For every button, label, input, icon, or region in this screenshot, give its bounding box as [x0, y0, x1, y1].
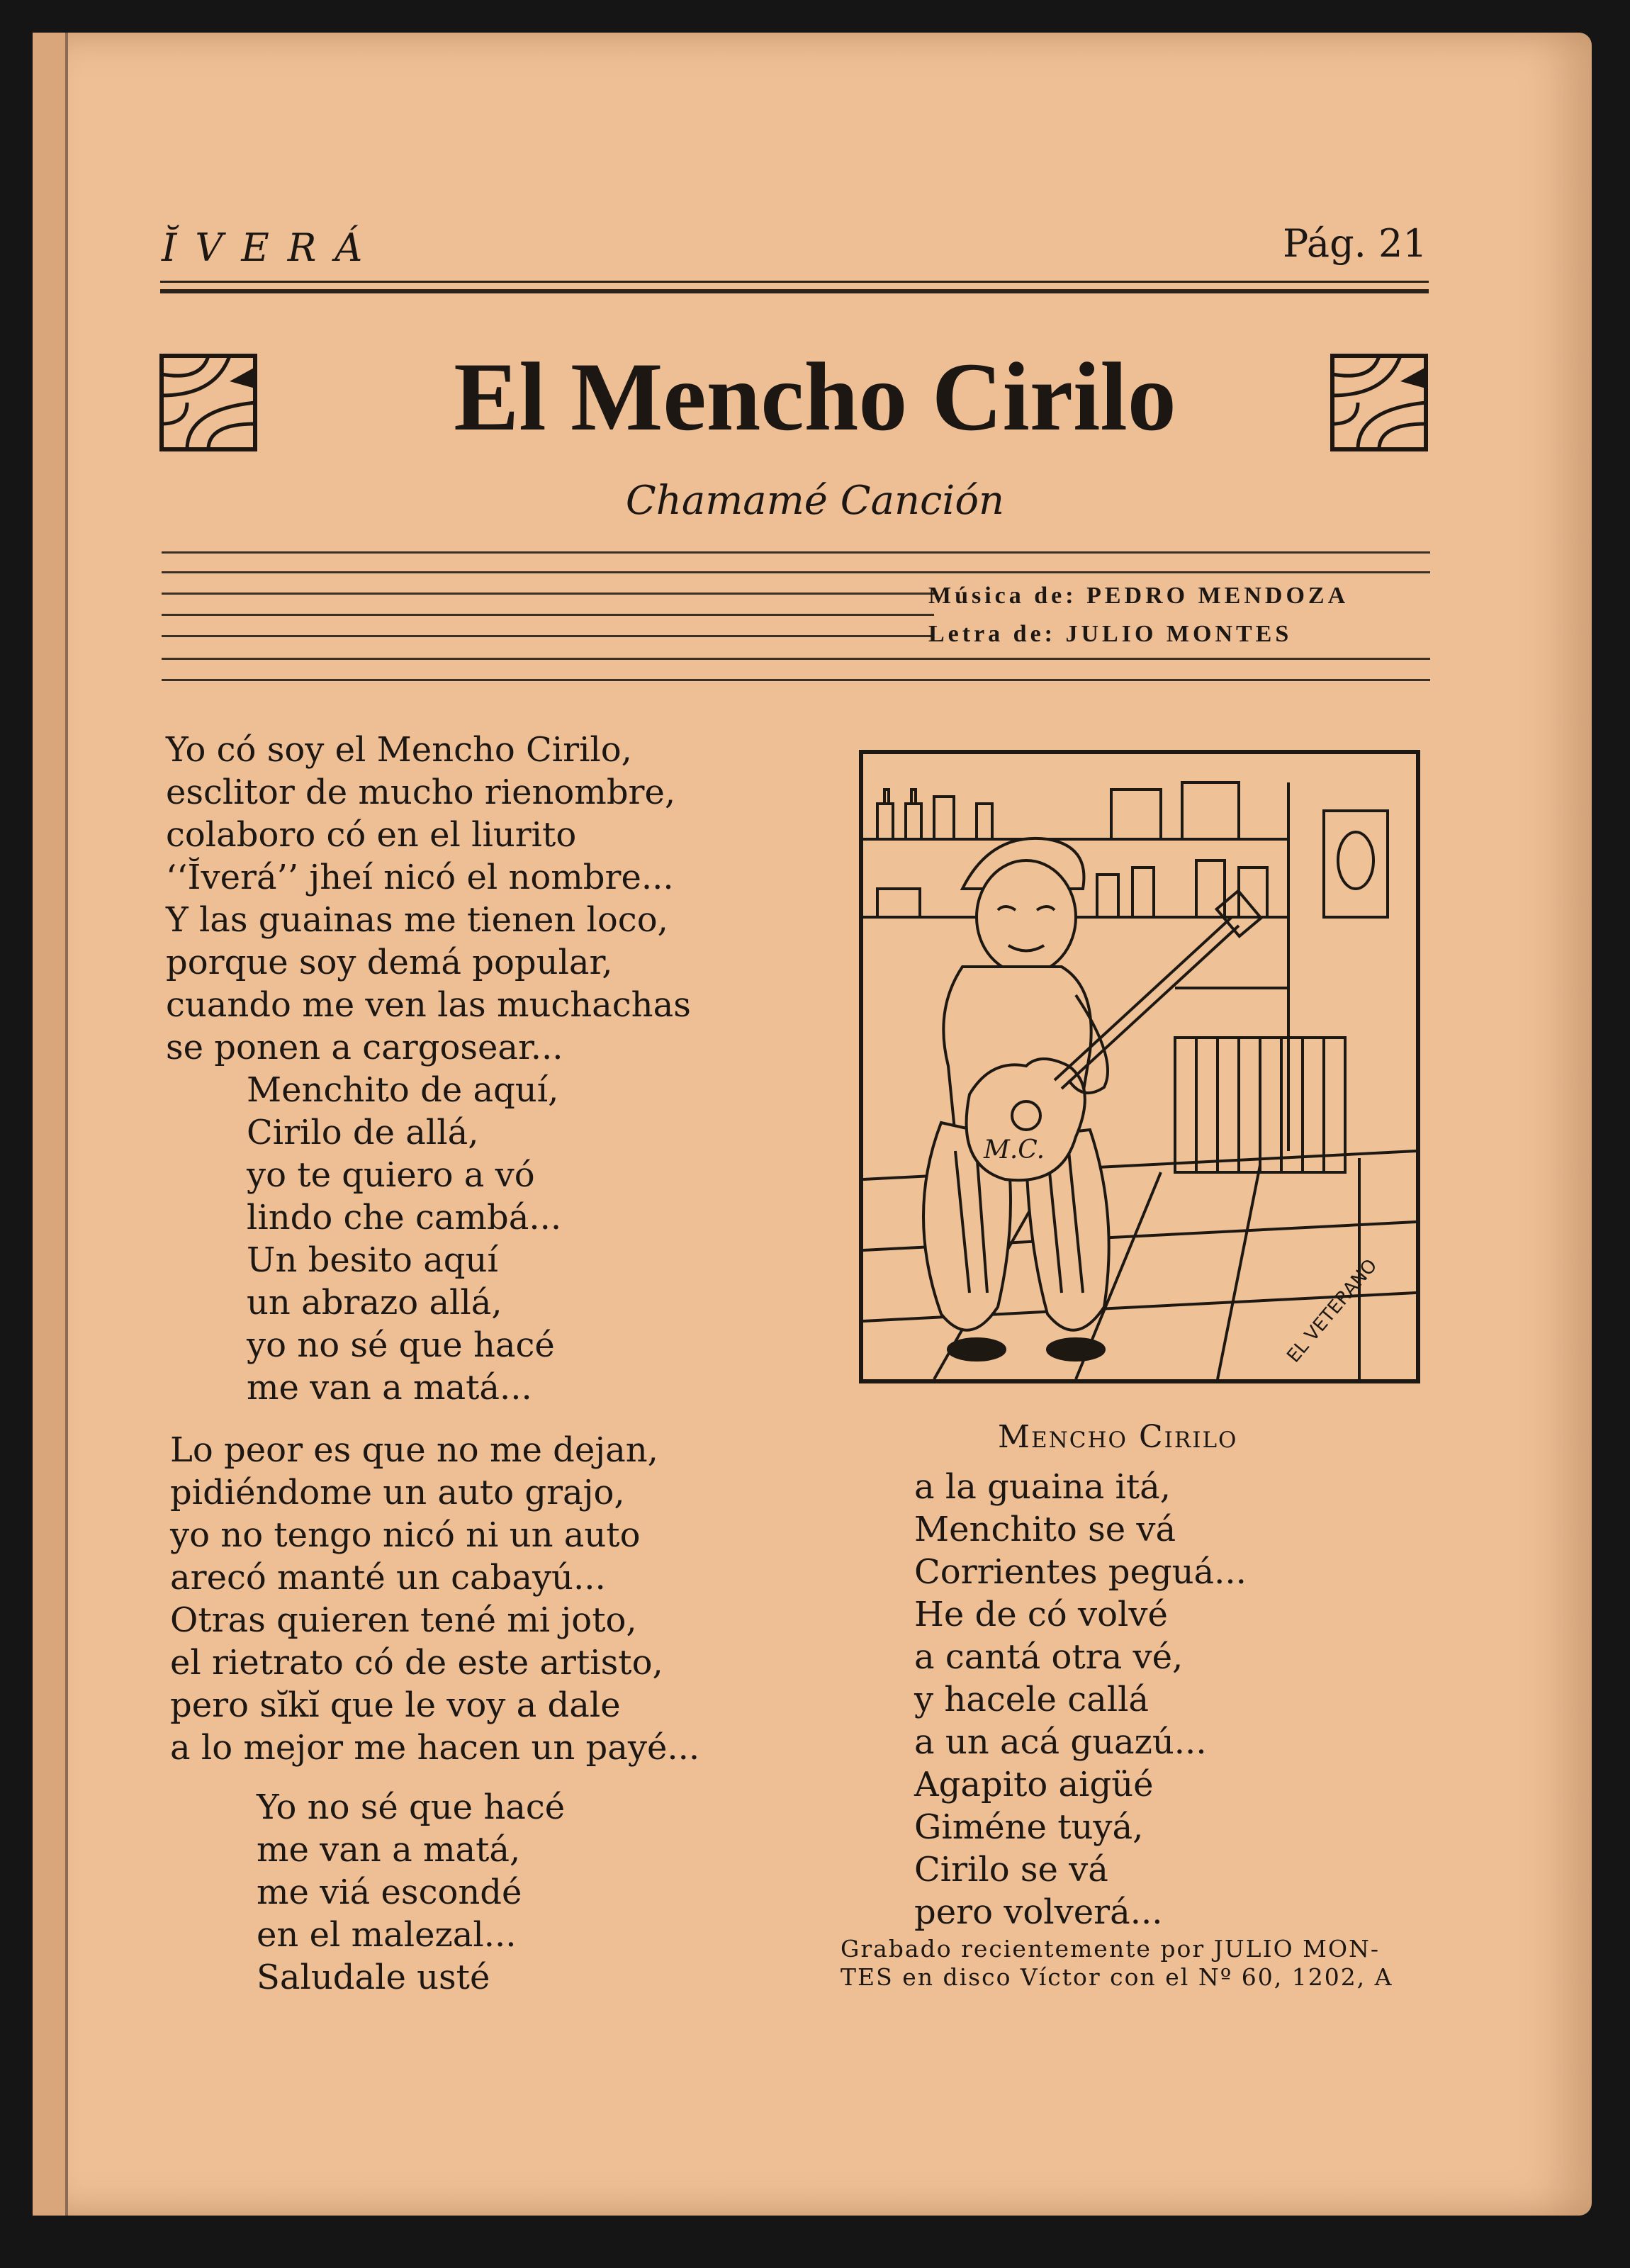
lyric-line: Otras quieren tené mi joto, [170, 1600, 637, 1640]
lyric-line: me van a matá... [247, 1368, 532, 1408]
lyric-line: pero sĭkĭ que le voy a dale [170, 1685, 621, 1725]
guitar-initials: M.C. [984, 1135, 1045, 1164]
staff-line [162, 551, 1430, 554]
lyric-line: a lo mejor me hacen un payé... [170, 1728, 700, 1768]
staff-line [162, 614, 934, 616]
header-rule [160, 289, 1429, 293]
illustration-frame [859, 750, 1420, 1383]
lyric-line: a la guaina itá, [914, 1467, 1171, 1507]
lyric-line: He de có volvé [914, 1595, 1168, 1634]
lyric-line: Menchito se vá [914, 1510, 1176, 1549]
lyric-line: Yo có soy el Mencho Cirilo, [166, 730, 632, 770]
lyric-line: el rietrato có de este artisto, [170, 1643, 663, 1683]
lyrics-credit: Letra de: JULIO MONTES [928, 621, 1293, 647]
lyric-line: se ponen a cargosear... [166, 1028, 563, 1067]
lyrics-right-column [914, 1466, 1247, 1933]
staff-line [162, 658, 1430, 660]
lyric-line: cuando me ven las muchachas [166, 985, 691, 1025]
art-deco-ornament-right-icon [1330, 353, 1429, 452]
song-subtitle: Chamamé Canción [625, 478, 1005, 524]
staff-line [162, 593, 934, 595]
footnote-line: TES en disco Víctor con el Nº 60, 1202, A [841, 1963, 1393, 1991]
page-number: Pág. 21 [1283, 221, 1427, 266]
header-rule [160, 281, 1429, 283]
lyric-line: me viá escondé [257, 1873, 522, 1912]
lyric-line: lindo che cambá... [247, 1198, 562, 1237]
lyric-line: a cantá otra vé, [914, 1637, 1184, 1677]
illustration-caption: Mencho Cirilo [998, 1419, 1238, 1455]
lyric-line: en el malezal... [257, 1915, 517, 1955]
lyric-line: yo no tengo nicó ni un auto [170, 1515, 641, 1555]
lyric-line: Yo no sé que hacé [257, 1787, 566, 1827]
staff-line [162, 571, 1430, 573]
guitarist-drawing [863, 754, 1416, 1379]
lyric-line: Menchito de aquí, [247, 1070, 559, 1110]
lyric-line: Giméne tuyá, [914, 1807, 1144, 1847]
running-title: ĬVERÁ [162, 225, 381, 270]
lyrics-stanza-1 [166, 729, 691, 1409]
lyric-line: un abrazo allá, [247, 1283, 502, 1323]
lyric-line: Agapito aigüé [914, 1765, 1154, 1804]
footnote-line: Grabado recientemente por JULIO MON- [841, 1935, 1381, 1963]
lyric-line: pero volverá... [914, 1892, 1163, 1932]
lyric-line: me van a matá, [257, 1830, 521, 1870]
lyric-line: Lo peor es que no me dejan, [170, 1430, 658, 1470]
song-title: El Mencho Cirilo [454, 342, 1176, 451]
artist-signature: EL VETERANO [1283, 1255, 1382, 1367]
lyric-line: yo te quiero a vó [247, 1155, 535, 1195]
lyric-line: colaboro có en el liurito [166, 815, 577, 855]
lyric-line: Y las guainas me tienen loco, [166, 900, 668, 940]
lyric-line: Cirilo de allá, [247, 1113, 479, 1152]
lyric-line: Un besito aquí [247, 1240, 498, 1280]
lyric-line: esclitor de mucho rienombre, [166, 773, 676, 812]
lyric-line: y hacele callá [914, 1680, 1150, 1719]
staff-line [162, 679, 1430, 681]
lyric-line: Corrientes peguá... [914, 1552, 1247, 1592]
lyric-line: Saludale usté [257, 1958, 490, 1997]
lyric-line: arecó manté un cabayú... [170, 1558, 606, 1598]
lyric-line: pidiéndome un auto grajo, [170, 1473, 625, 1512]
lyric-line: Cirilo se vá [914, 1850, 1108, 1890]
lyrics-stanza-2 [170, 1429, 699, 1769]
lyrics-chorus-2 [257, 1786, 565, 1999]
lyric-line: ‘‘Ĭverá’’ jheí nicó el nombre... [166, 858, 674, 897]
staff-line [162, 635, 934, 637]
music-credit: Música de: PEDRO MENDOZA [928, 583, 1349, 609]
lyric-line: a un acá guazú... [914, 1722, 1207, 1762]
recording-footnote [841, 1935, 1393, 1992]
lyric-line: yo no sé que hacé [247, 1325, 555, 1365]
lyric-line: porque soy demá popular, [166, 943, 613, 982]
